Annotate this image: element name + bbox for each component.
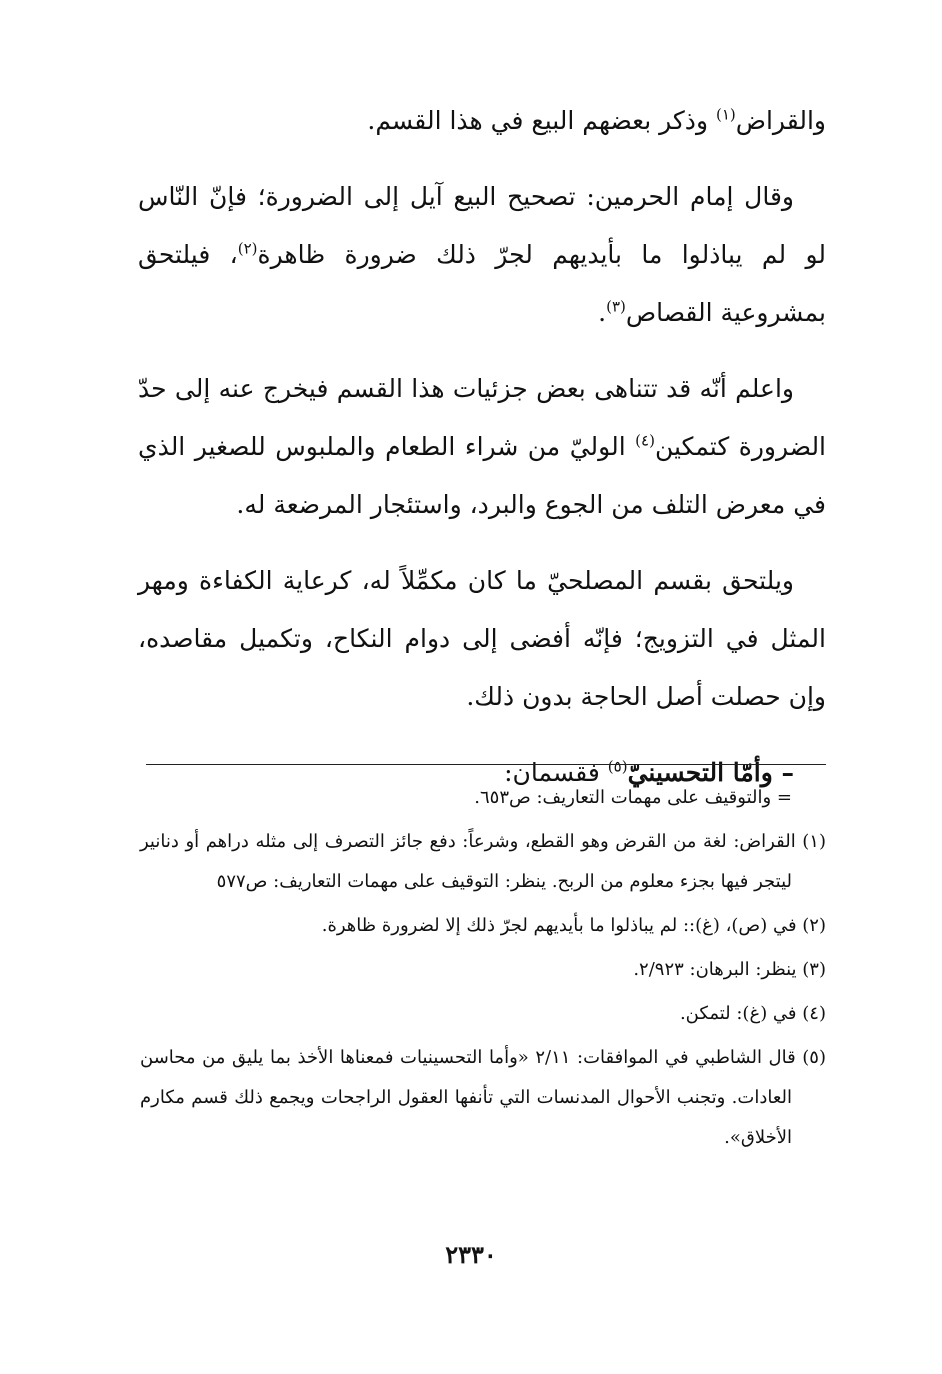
footnote-ref: (٢) — [237, 239, 258, 258]
footnote-ref: (١) — [715, 105, 736, 124]
text-run: ، فيلتحق بمشروعية القصاص — [138, 240, 826, 327]
footnote-ref: (٣) — [606, 297, 626, 316]
paragraph-3 — [138, 360, 826, 534]
text-run: الوليّ من شراء الطعام والملبوس للصغير الذي في معرض التلف من الجوع والبرد، واستئجار المرضعة له. — [138, 432, 826, 519]
heading-dash: – — [772, 758, 794, 787]
main-text — [138, 92, 826, 820]
footnote-1: (١) القراض: لغة من القرض وهو القطع، وشرعاً: دفع جائز التصرف إلى مثله دراهم أو دنانير ليتجر فيها بجزء معلوم من الربح. ينظر: التوقيف على مهمات التعاريف: ص٥٧٧ — [140, 831, 826, 892]
paragraph-1 — [138, 92, 826, 150]
text-run: وقال إمام الحرمين: تصحيح البيع آيل إلى الضرورة؛ فإنّ النّاس لو لم يباذلوا ما بأيديهم لجرّ ذلك ضرورة ظاهرة — [138, 182, 826, 269]
footnote-2: (٢) في (ص)، (غ):: لم يباذلوا ما بأيديهم لجرّ ذلك إلا لضرورة ظاهرة. — [321, 915, 826, 936]
footnote-ref: (٤) — [635, 431, 655, 450]
text-run: وذكر بعضهم البيع في هذا القسم. — [367, 106, 716, 135]
text-run: واعلم أنّه قد تتناهى بعض جزئيات هذا القسم فيخرج عنه إلى حدّ الضرورة كتمكين — [138, 374, 827, 461]
text-run: ويلتحق بقسم المصلحيّ ما كان مكمِّلاً له، كرعاية الكفاءة ومهر المثل في التزويج؛ فإنّه أفضى إلى دوام النكاح، وتكميل مقاصده، وإن حصلت أصل الحاجة بدون ذلك. — [138, 566, 826, 711]
footnote-ref: (٥) — [607, 757, 628, 776]
paragraph-4 — [138, 552, 826, 726]
heading-text: وأمّا التحسينيّ — [627, 758, 773, 787]
footnote-5: (٥) قال الشاطبي في الموافقات: ٢/١١ «وأما التحسينيات فمعناها الأخذ بما يليق من محاسن العادات. وتجنب الأحوال المدنسات التي تأنفها العقول الراجحات ويجمع ذلك قسم مكارم الأخلاق». — [140, 1047, 826, 1148]
footnote-3: (٣) ينظر: البرهان: ٢/٩٢٣. — [633, 959, 826, 980]
text-run: . — [598, 298, 607, 327]
footnote-continuation: = والتوقيف على مهمات التعاريف: ص٦٥٣. — [474, 787, 792, 808]
text-run: فقسمان: — [504, 758, 608, 787]
footnote-4: (٤) في (غ): لتمكن. — [679, 1003, 826, 1024]
page-number: ٢٣٣٠ — [445, 1240, 497, 1269]
paragraph-2 — [138, 168, 826, 342]
footnotes — [140, 778, 826, 1162]
footnote-divider — [146, 764, 826, 765]
text-run: والقراض — [735, 106, 826, 135]
